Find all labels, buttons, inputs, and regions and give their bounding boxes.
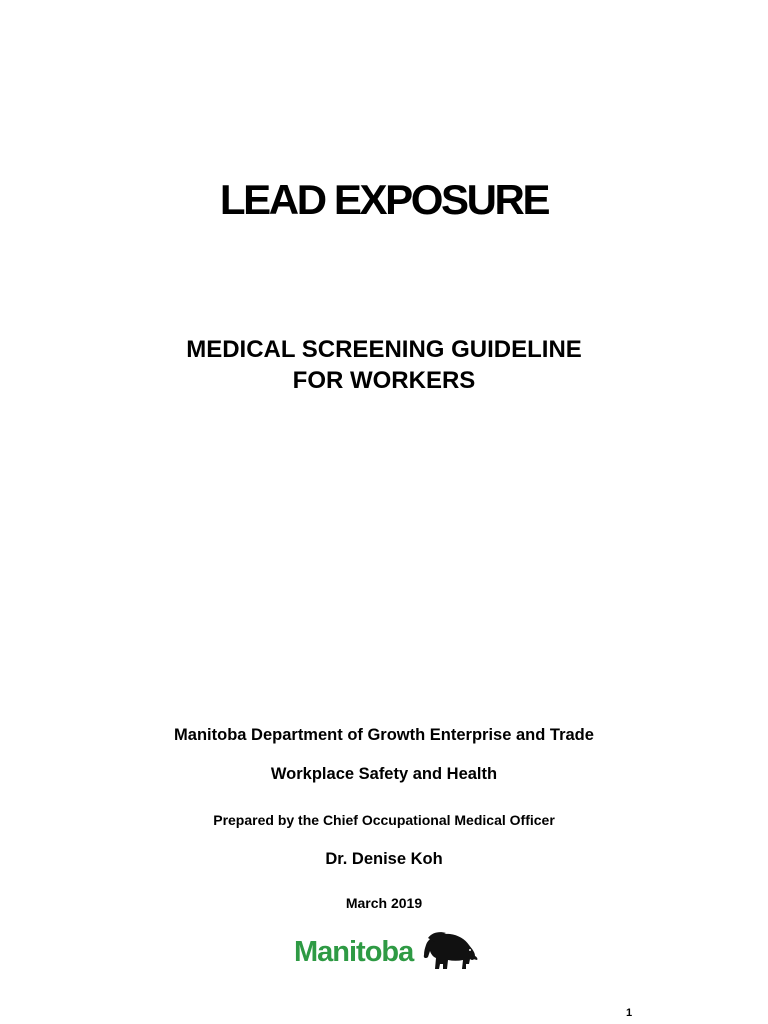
- subtitle-line-1: MEDICAL SCREENING GUIDELINE: [186, 336, 582, 363]
- page-number: 1: [626, 1007, 633, 1019]
- department-name: Manitoba Department of Growth Enterprise and Trade: [174, 726, 594, 744]
- document-subtitle: [0, 334, 768, 396]
- publication-date: March 2019: [345, 895, 423, 911]
- document-title: LEAD EXPOSURE: [219, 176, 549, 223]
- logo-wordmark: Manitoba: [294, 936, 414, 968]
- bison-icon: [420, 930, 478, 974]
- unit-name: Workplace Safety and Health: [270, 765, 498, 783]
- author-name: Dr. Denise Koh: [325, 850, 443, 868]
- prepared-by: Prepared by the Chief Occupational Medical Officer: [213, 812, 555, 828]
- subtitle-line-2: FOR WORKERS: [292, 367, 476, 394]
- manitoba-logo: [292, 928, 482, 978]
